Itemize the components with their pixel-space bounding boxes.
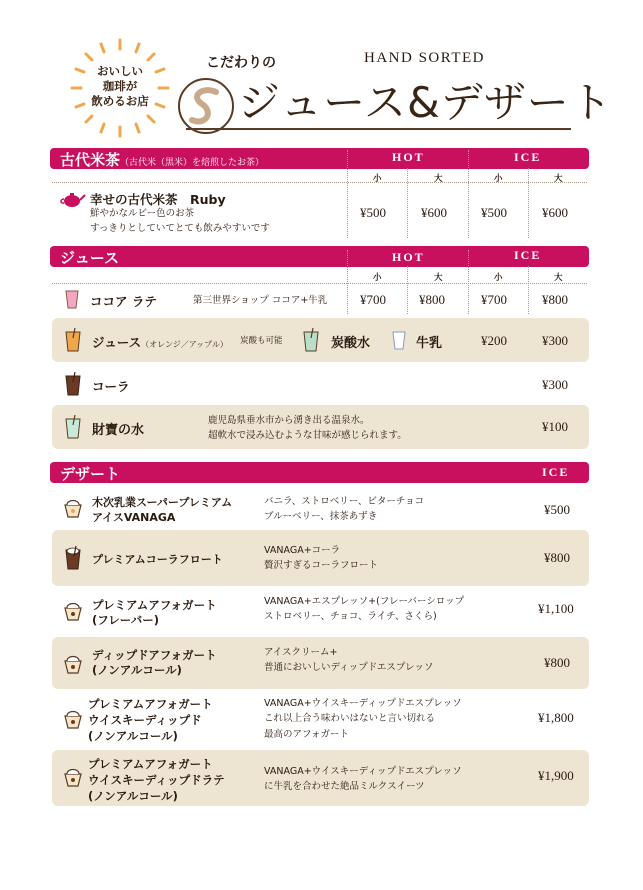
section-title: ジュース — [60, 249, 119, 267]
column-divider — [407, 266, 408, 314]
soda-glass-icon — [302, 328, 320, 352]
hot-header: HOT — [392, 250, 425, 264]
column-divider — [347, 150, 348, 238]
section-dessert-header — [50, 462, 589, 483]
hot-header: HOT — [392, 150, 425, 164]
item-name-soda: 炭酸水 — [331, 336, 371, 351]
dessert-desc: 贅沢すぎるコーラフロート — [264, 560, 379, 571]
cola-glass-icon — [64, 372, 82, 396]
price: ¥1,100 — [538, 601, 574, 616]
size-small: 小 — [494, 273, 503, 283]
column-divider — [468, 150, 469, 238]
item-desc: 超軟水で浸み込むような甘味が感じられます。 — [208, 430, 407, 441]
dessert-name: (ノンアルコール) — [88, 729, 178, 743]
size-small: 小 — [373, 174, 382, 184]
price: ¥500 — [360, 205, 386, 220]
price: ¥600 — [421, 205, 447, 220]
size-small: 小 — [494, 174, 503, 184]
size-large: 大 — [554, 273, 563, 283]
dessert-desc: に牛乳を合わせた絶品ミルクスイーツ — [264, 781, 425, 792]
price: ¥800 — [542, 292, 568, 307]
dessert-desc: 普通においしいディップドエスプレッソ — [264, 662, 434, 673]
price: ¥800 — [544, 550, 570, 565]
affogato-cup-icon — [62, 600, 84, 622]
price: ¥300 — [542, 377, 568, 392]
item-note: 第三世界ショップ ココア+牛乳 — [193, 295, 328, 306]
item-name-juice: ジュース（オレンジ／アップル） — [92, 335, 228, 350]
section-kodaimaicha-header — [50, 148, 589, 169]
item-name-cocoa-latte: ココア ラテ — [90, 294, 157, 309]
dessert-desc: VANAGA+コーラ — [264, 545, 341, 556]
hand-sorted-label: HAND SORTED — [364, 50, 486, 66]
dessert-desc: アイスクリーム+ — [264, 647, 338, 658]
dessert-name: ウイスキーディップド — [88, 713, 202, 727]
dessert-name: (フレーバー) — [92, 613, 159, 627]
section-title: デザート — [60, 465, 121, 483]
ice-header: ICE — [514, 248, 542, 262]
row-divider — [52, 182, 587, 183]
item-name-water: 財寶の水 — [92, 423, 145, 438]
milk-glass-icon — [392, 330, 406, 350]
cola-float-icon — [64, 546, 82, 570]
dessert-desc: ストロベリー、チョコ、ライチ、さくら) — [264, 611, 437, 622]
price: ¥500 — [481, 205, 507, 220]
dessert-name: (ノンアルコール) — [88, 789, 178, 803]
column-divider — [468, 250, 469, 314]
dessert-desc: VANAGA+エスプレッソ+(フレーバーシロップ — [264, 596, 465, 607]
column-divider — [347, 250, 348, 314]
dessert-desc: ブルーベリー、抹茶あずき — [264, 511, 378, 522]
price: ¥200 — [481, 333, 507, 348]
page-title: ジュース&デザート — [238, 78, 613, 127]
ice-header: ICE — [542, 465, 570, 479]
dessert-name: プレミアムアフォガート — [88, 757, 213, 771]
teapot-icon — [60, 190, 86, 208]
dessert-name: プレミアムアフォガート — [92, 598, 217, 612]
size-large: 大 — [434, 273, 443, 283]
price: ¥1,800 — [538, 710, 574, 725]
dessert-desc: 最高のアフォガート — [264, 729, 350, 740]
dessert-name: アイスVANAGA — [92, 511, 176, 524]
dessert-name: (ノンアルコール) — [92, 663, 182, 677]
item-note: 炭酸も可能 — [240, 336, 283, 346]
price: ¥100 — [542, 419, 568, 434]
item-name-milk: 牛乳 — [416, 336, 443, 351]
section-title: 古代米茶（古代米（黒米）を焙煎したお茶） — [60, 151, 265, 169]
logo-s-icon — [176, 76, 236, 136]
subtitle-kodawari: こだわりの — [206, 55, 276, 71]
size-large: 大 — [554, 174, 563, 184]
price: ¥1,900 — [538, 768, 574, 783]
dessert-desc: これ以上合う味わいはないと言い切れる — [264, 713, 436, 724]
dessert-name: プレミアムアフォガート — [88, 697, 213, 711]
dessert-name: プレミアムコーラフロート — [92, 553, 223, 566]
water-glass-icon — [64, 415, 82, 439]
item-desc: 鹿児島県垂水市から湧き出る温泉水。 — [208, 415, 370, 426]
price: ¥700 — [481, 292, 507, 307]
dessert-desc: バニラ、ストロベリー、ビターチョコ — [264, 496, 425, 507]
column-divider — [528, 266, 529, 314]
price: ¥800 — [419, 292, 445, 307]
price: ¥600 — [542, 205, 568, 220]
item-desc: 鮮やかなルビー色のお茶 — [90, 208, 195, 219]
badge-text: おいしい 珈琲が 飲めるお店 — [91, 64, 149, 108]
column-divider — [528, 168, 529, 238]
cup-pink-icon — [64, 289, 80, 309]
dessert-desc: VANAGA+ウイスキーディップドエスプレッソ — [264, 766, 462, 777]
affogato-cup-icon — [62, 766, 84, 788]
item-desc: すっきりとしていてとても飲みやすいです — [90, 223, 270, 234]
dessert-name: ウイスキーディップドラテ — [88, 773, 225, 787]
dessert-name: 木次乳業スーパープレミアム — [92, 496, 233, 509]
ice-cream-cup-icon — [62, 497, 84, 519]
ice-header: ICE — [514, 150, 542, 164]
item-name-cola: コーラ — [92, 379, 130, 394]
affogato-cup-icon — [62, 653, 84, 675]
price: ¥800 — [544, 655, 570, 670]
size-large: 大 — [434, 174, 443, 184]
price: ¥700 — [360, 292, 386, 307]
item-name-ruby: 幸せの古代米茶 Ruby — [90, 192, 226, 207]
affogato-cup-icon — [62, 708, 84, 730]
row-divider — [52, 283, 587, 284]
section-juice-header — [50, 246, 589, 267]
size-small: 小 — [373, 273, 382, 283]
dessert-name: ディップドアフォガート — [92, 648, 217, 662]
column-divider — [407, 168, 408, 238]
shop-badge — [70, 38, 170, 138]
price: ¥500 — [544, 502, 570, 517]
price: ¥300 — [542, 333, 568, 348]
juice-glass-icon — [64, 328, 82, 352]
dessert-desc: VANAGA+ウイスキーディップドエスプレッソ — [264, 698, 462, 709]
title-underline — [186, 128, 571, 130]
